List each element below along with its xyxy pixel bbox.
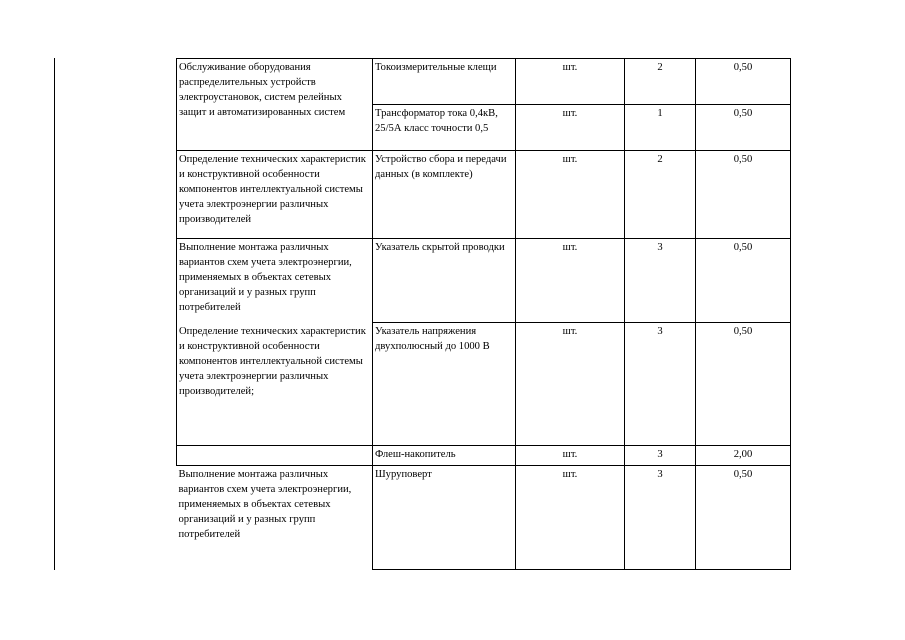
value-cell: 0,50 [696, 105, 791, 151]
quantity-cell: 3 [625, 239, 696, 323]
unit-cell: шт. [516, 59, 625, 105]
table-row [177, 59, 791, 105]
unit-cell: шт. [516, 466, 625, 570]
item-cell: Указатель скрытой проводки [373, 239, 516, 323]
value-cell: 0,50 [696, 239, 791, 323]
table-row [177, 446, 791, 466]
value-cell: 2,00 [696, 446, 791, 466]
value-cell: 0,50 [696, 323, 791, 446]
unit-cell: шт. [516, 323, 625, 446]
unit-cell: шт. [516, 105, 625, 151]
item-cell: Устройство сбора и передачи данных (в комплекте) [373, 151, 516, 239]
quantity-cell: 3 [625, 323, 696, 446]
value-cell: 0,50 [696, 59, 791, 105]
quantity-cell: 2 [625, 59, 696, 105]
quantity-cell: 3 [625, 446, 696, 466]
activity-cell: Определение технических характеристик и конструктивной особенности компонентов интеллектуальной системы учета электроэнергии различных производителей; [177, 323, 373, 446]
left-margin-rule [54, 58, 55, 570]
item-cell: Токоизмерительные клещи [373, 59, 516, 105]
activity-cell: Выполнение монтажа различных вариантов схем учета электроэнергии, применяемых в объектах сетевых организаций и у разных групп потребителей [177, 239, 373, 323]
activity-cell: Определение технических характеристик и конструктивной особенности компонентов интеллектуальной системы учета электроэнергии различных производителей [177, 151, 373, 239]
item-cell: Трансформатор тока 0,4кВ, 25/5А класс точности 0,5 [373, 105, 516, 151]
item-cell: Флеш-накопитель [373, 446, 516, 466]
equipment-table [176, 58, 791, 570]
unit-cell: шт. [516, 239, 625, 323]
quantity-cell: 2 [625, 151, 696, 239]
table-row [177, 239, 791, 323]
activity-cell: Обслуживание оборудования распределительных устройств электроустановок, систем релейных защит и автоматизированных систем [177, 59, 373, 151]
table-row [177, 466, 791, 570]
item-cell: Шуруповерт [373, 466, 516, 570]
table-row [177, 151, 791, 239]
unit-cell: шт. [516, 446, 625, 466]
value-cell: 0,50 [696, 466, 791, 570]
item-cell: Указатель напряжения двухполюсный до 1000 В [373, 323, 516, 446]
activity-cell [177, 446, 373, 466]
quantity-cell: 3 [625, 466, 696, 570]
table-row [177, 323, 791, 446]
unit-cell: шт. [516, 151, 625, 239]
quantity-cell: 1 [625, 105, 696, 151]
activity-cell: Выполнение монтажа различных вариантов схем учета электроэнергии, применяемых в объектах сетевых организаций и у разных групп потребителей [177, 466, 373, 570]
value-cell: 0,50 [696, 151, 791, 239]
